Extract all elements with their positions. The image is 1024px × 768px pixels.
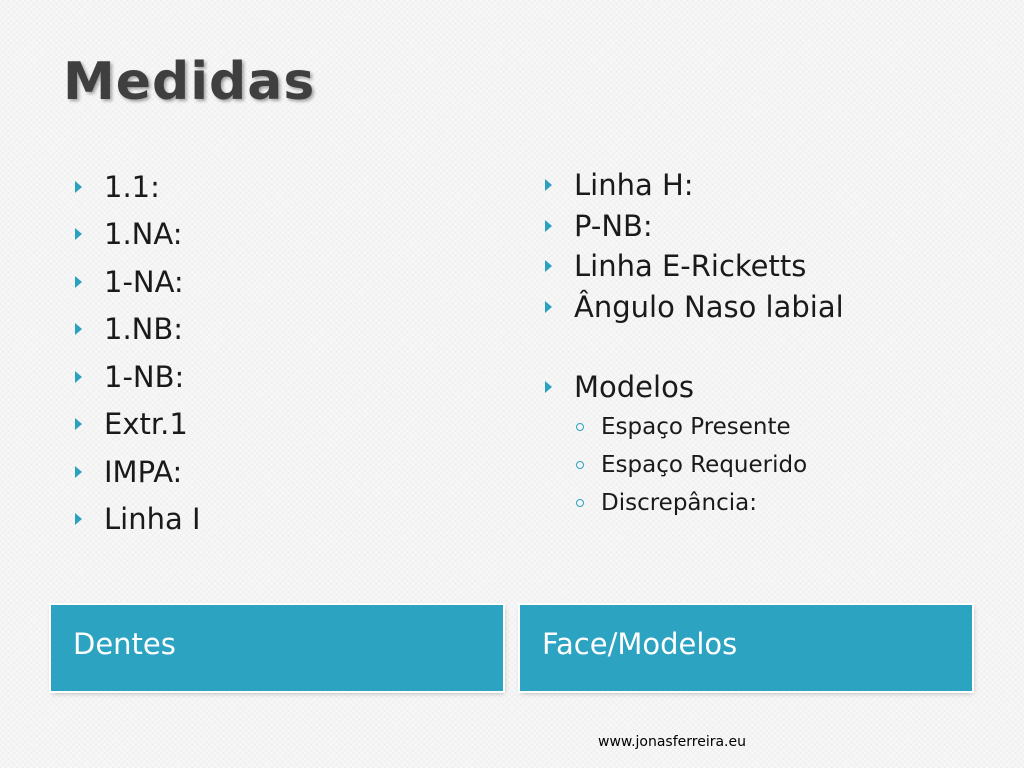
sub-list-item (576, 484, 1012, 522)
list-item (72, 496, 492, 544)
list-item (72, 258, 492, 306)
triangle-bullet-icon (75, 181, 82, 193)
triangle-bullet-icon (545, 381, 552, 393)
list-item (72, 211, 492, 259)
list-item-label: Linha H: (574, 168, 694, 203)
list-item-label: IMPA: (104, 454, 183, 489)
models-list (542, 367, 1012, 408)
slide-title: Medidas (63, 52, 316, 112)
list-item-models (542, 367, 1012, 408)
list-item (542, 165, 1012, 206)
list-item-label: Ângulo Naso labial (574, 289, 844, 324)
list-item-label: 1.1: (104, 169, 160, 204)
list-item-label: 1.NB: (104, 312, 184, 347)
list-item (72, 448, 492, 496)
triangle-bullet-icon (75, 228, 82, 240)
spacer (542, 327, 1012, 367)
right-bullet-list (542, 165, 1012, 327)
triangle-bullet-icon (75, 466, 82, 478)
triangle-bullet-icon (75, 371, 82, 383)
circle-bullet-icon (576, 461, 584, 469)
face-modelos-label-box: Face/Modelos (520, 605, 972, 691)
list-item-label: 1-NA: (104, 264, 184, 299)
triangle-bullet-icon (545, 301, 552, 313)
footer-url: www.jonasferreira.eu (598, 734, 746, 750)
list-item-label: P-NB: (574, 208, 653, 243)
left-column (72, 163, 492, 543)
sub-list-item-label: Discrepância: (601, 489, 757, 516)
triangle-bullet-icon (545, 220, 552, 232)
sub-list-item-label: Espaço Requerido (601, 451, 808, 478)
sub-list-item-label: Espaço Presente (601, 413, 791, 440)
list-item-label: Linha I (104, 502, 201, 537)
list-item-label: Modelos (574, 370, 694, 405)
circle-bullet-icon (576, 423, 584, 431)
list-item (542, 287, 1012, 328)
list-item (72, 306, 492, 354)
list-item-label: Extr.1 (104, 407, 188, 442)
triangle-bullet-icon (545, 260, 552, 272)
list-item (72, 353, 492, 401)
triangle-bullet-icon (545, 179, 552, 191)
list-item-label: Linha E-Ricketts (574, 249, 807, 284)
circle-bullet-icon (576, 499, 584, 507)
sub-list-item (576, 446, 1012, 484)
models-sublist (542, 408, 1012, 522)
sub-list-item (576, 408, 1012, 446)
triangle-bullet-icon (75, 418, 82, 430)
triangle-bullet-icon (75, 323, 82, 335)
triangle-bullet-icon (75, 513, 82, 525)
list-item (72, 401, 492, 449)
list-item (542, 246, 1012, 287)
list-item-label: 1.NA: (104, 217, 183, 252)
list-item (542, 206, 1012, 247)
right-column (542, 165, 1012, 522)
list-item-label: 1-NB: (104, 359, 185, 394)
dentes-label-box: Dentes (51, 605, 503, 691)
list-item (72, 163, 492, 211)
triangle-bullet-icon (75, 276, 82, 288)
left-bullet-list (72, 163, 492, 543)
